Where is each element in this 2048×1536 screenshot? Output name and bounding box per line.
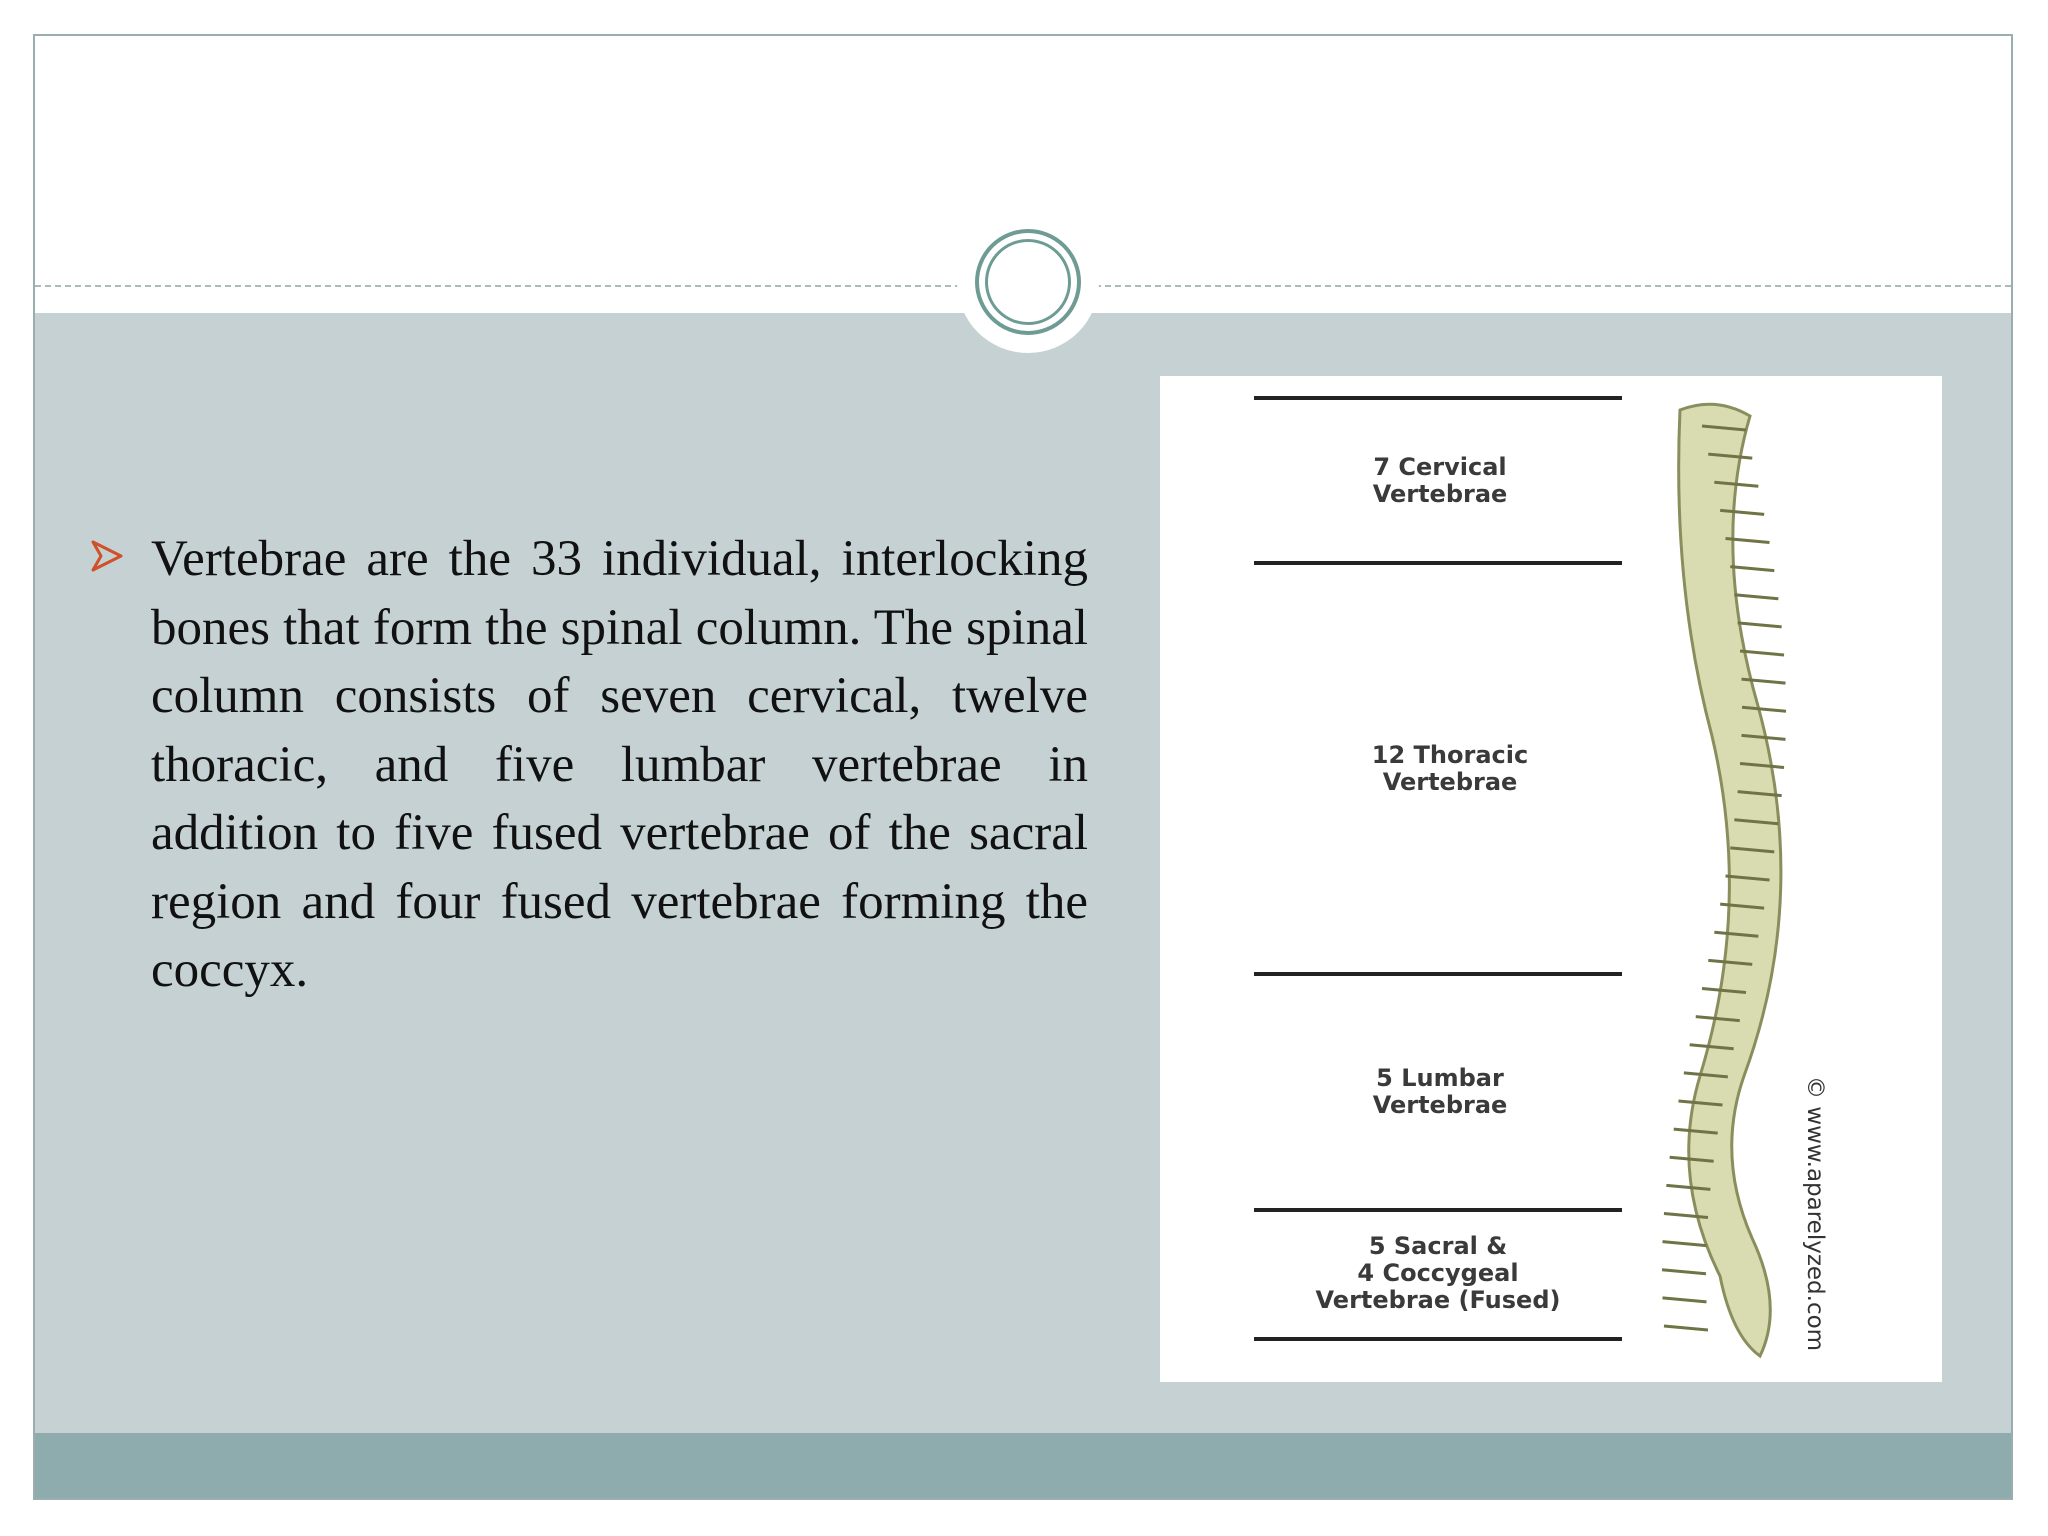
spine-figure xyxy=(1160,376,1942,1382)
vertebra-mark xyxy=(1662,1242,1706,1246)
thoracic-label: 12 Thoracic Vertebrae xyxy=(1371,741,1529,796)
vertebra-mark xyxy=(1734,595,1778,599)
arrowhead-bullet-icon xyxy=(90,539,124,573)
watermark: © www.aparelyzed.com xyxy=(1802,1076,1828,1352)
lumbar-label: 5 Lumbar Vertebrae xyxy=(1372,1064,1508,1119)
cervical-label: 7 Cervical Vertebrae xyxy=(1372,453,1508,508)
bullet-text: Vertebrae are the 33 individual, interlocking bones that form the spinal column. The spinal column consists of seven cervical, twelve thoracic, and five lumbar vertebrae in addition to five fused vertebrae of the sacral region and four fused vertebrae forming the coccyx. xyxy=(151,531,1088,998)
vertebra-mark xyxy=(1662,1270,1706,1274)
circle-emblem-icon xyxy=(975,229,1081,335)
vertebra-mark xyxy=(1730,567,1774,571)
vertebra-mark xyxy=(1738,623,1782,627)
vertebra-mark xyxy=(1664,1326,1708,1330)
bullet-item xyxy=(90,525,1090,1005)
vertebra-mark xyxy=(1662,1298,1706,1302)
slide-footer xyxy=(35,1433,2011,1500)
sacral-coccygeal-label: 5 Sacral & 4 Coccygeal Vertebrae (Fused) xyxy=(1315,1232,1561,1314)
